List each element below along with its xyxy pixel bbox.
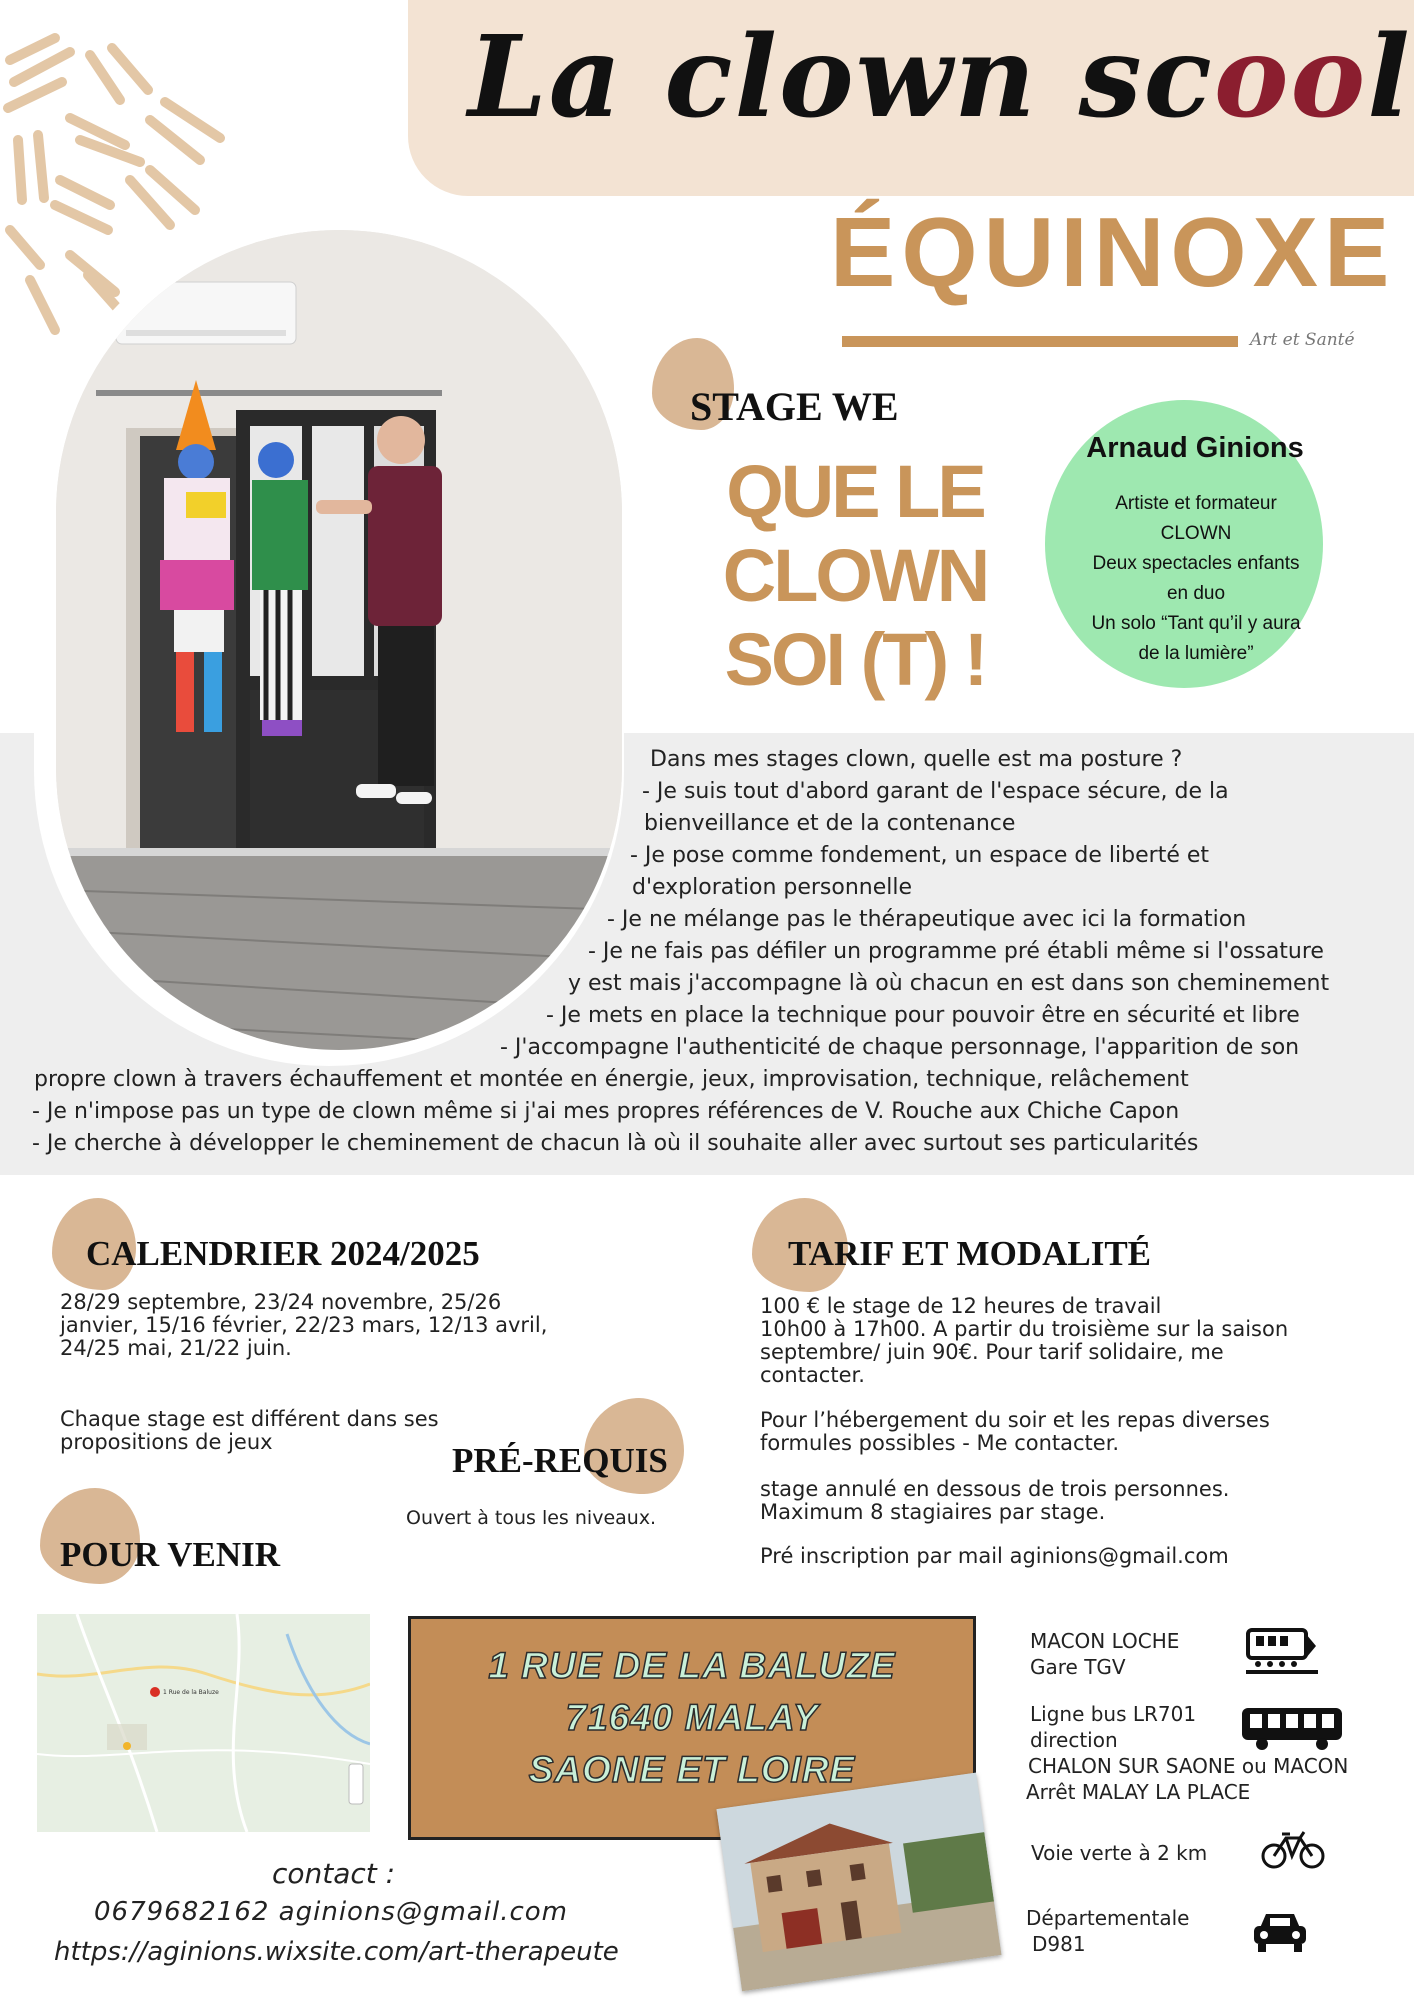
tarif-conditions: stage annulé en dessous de trois personnes. Maximum 8 stagiaires par stage.	[760, 1477, 1230, 1524]
teacher-bio-line: Un solo “Tant qu’il y aura	[1091, 613, 1301, 634]
stage-label: STAGE WE	[690, 384, 899, 429]
page-title: La clown scool	[468, 12, 1412, 143]
bicycle-icon	[1260, 1828, 1326, 1870]
teacher-name: Arnaud Ginions	[1086, 432, 1304, 464]
location-map[interactable]	[37, 1614, 370, 1832]
tarif-heading: TARIF ET MODALITÉ	[788, 1234, 1152, 1273]
prerequis-heading: PRÉ-REQUIS	[452, 1441, 668, 1480]
train-icon	[1246, 1626, 1320, 1676]
teacher-bio	[1056, 489, 1336, 669]
posture-line: - Je cherche à développer le cheminement de chacun là où il souhaite aller avec surtout ses particularités	[32, 1131, 1199, 1156]
car-icon	[1252, 1908, 1308, 1954]
map-pin-label: 1 Rue de la Baluze	[163, 1689, 219, 1696]
title-highlight: oo	[1213, 12, 1368, 143]
posture-line: - Je n'impose pas un type de clown même si j'ai mes propres références de V. Rouche aux Chiche Capon	[32, 1099, 1180, 1124]
address-line2: 71640 MALAY	[565, 1697, 819, 1738]
posture-line: - Je mets en place la technique pour pouvoir être en sécurité et libre	[546, 1003, 1300, 1028]
teacher-bio-line: en duo	[1166, 583, 1226, 604]
tarif-price: 100 € le stage de 12 heures de travail 10h00 à 17h00. A partir du troisième sur la saison septembre/ juin 90€. Pour tarif solidaire, me contacter.	[760, 1294, 1289, 1387]
address-line1: 1 RUE DE LA BALUZE	[488, 1645, 896, 1686]
transport-train: MACON LOCHE Gare TGV	[1030, 1629, 1180, 1679]
brand-tagline: Art et Santé	[1250, 330, 1355, 350]
house-photo	[716, 1773, 1001, 1992]
teacher-bio-line: Artiste et formateur	[1115, 493, 1277, 514]
posture-line: - Je ne fais pas défiler un programme pré établi même si l'ossature	[588, 939, 1324, 964]
stage-title-line1: QUE LE	[726, 450, 984, 533]
posture-line: y est mais j'accompagne là où chacun en est dans son cheminement	[568, 971, 1330, 996]
posture-line: - Je suis tout d'abord garant de l'espace sécure, de la	[642, 779, 1229, 804]
contact-label: contact :	[272, 1857, 396, 1890]
teacher-bio-line: Deux spectacles enfants	[1092, 553, 1300, 574]
posture-line: - J'accompagne l'authenticité de chaque personnage, l'apparition de son	[500, 1035, 1300, 1060]
posture-line: Dans mes stages clown, quelle est ma posture ?	[650, 747, 1183, 772]
posture-line: bienveillance et de la contenance	[644, 811, 1016, 836]
posture-line: - Je pose comme fondement, un espace de liberté et	[630, 843, 1210, 868]
transport-bus: Ligne bus LR701 direction CHALON SUR SAONE ou MACON Arrêt MALAY LA PLACE	[1026, 1702, 1349, 1804]
prerequis-text: Ouvert à tous les niveaux.	[406, 1507, 657, 1529]
bus-icon	[1240, 1706, 1344, 1750]
stage-title-line2: CLOWN	[722, 534, 988, 617]
pour-venir-heading: POUR VENIR	[60, 1535, 281, 1574]
contact-phone-email[interactable]: 0679682162 aginions@gmail.com	[94, 1897, 568, 1927]
tarif-registration: Pré inscription par mail aginions@gmail.com	[760, 1544, 1229, 1568]
posture-line: d'exploration personnelle	[632, 875, 913, 900]
brand-underline	[842, 336, 1238, 347]
address-line3: SAONE ET LOIRE	[528, 1749, 856, 1790]
posture-line: - Je ne mélange pas le thérapeutique avec ici la formation	[607, 907, 1247, 932]
tarif-lodging: Pour l’hébergement du soir et les repas diverses formules possibles - Me contacter.	[760, 1408, 1270, 1455]
contact-website-link[interactable]: https://aginions.wixsite.com/art-therapeute	[54, 1937, 619, 1967]
calendar-heading: CALENDRIER 2024/2025	[86, 1234, 480, 1273]
calendar-dates: 28/29 septembre, 23/24 novembre, 25/26 janvier, 15/16 février, 22/23 mars, 12/13 avril, 24/25 mai, 21/22 juin.	[60, 1290, 548, 1360]
stage-title	[720, 450, 990, 702]
calendar-note: Chaque stage est différent dans ses propositions de jeux	[60, 1407, 439, 1454]
transport-car: Départementale D981	[1026, 1906, 1190, 1956]
teacher-bio-line: CLOWN	[1160, 523, 1232, 544]
transport-bike: Voie verte à 2 km	[1031, 1841, 1208, 1865]
brand-name: ÉQUINOXE	[830, 197, 1396, 307]
workshop-photo	[56, 230, 622, 1050]
stage-title-line3: SOI (T) !	[724, 618, 986, 701]
teacher-bio-line: de la lumière”	[1138, 643, 1254, 664]
posture-line: propre clown à travers échauffement et montée en énergie, jeux, improvisation, technique, relâchement	[34, 1067, 1189, 1092]
